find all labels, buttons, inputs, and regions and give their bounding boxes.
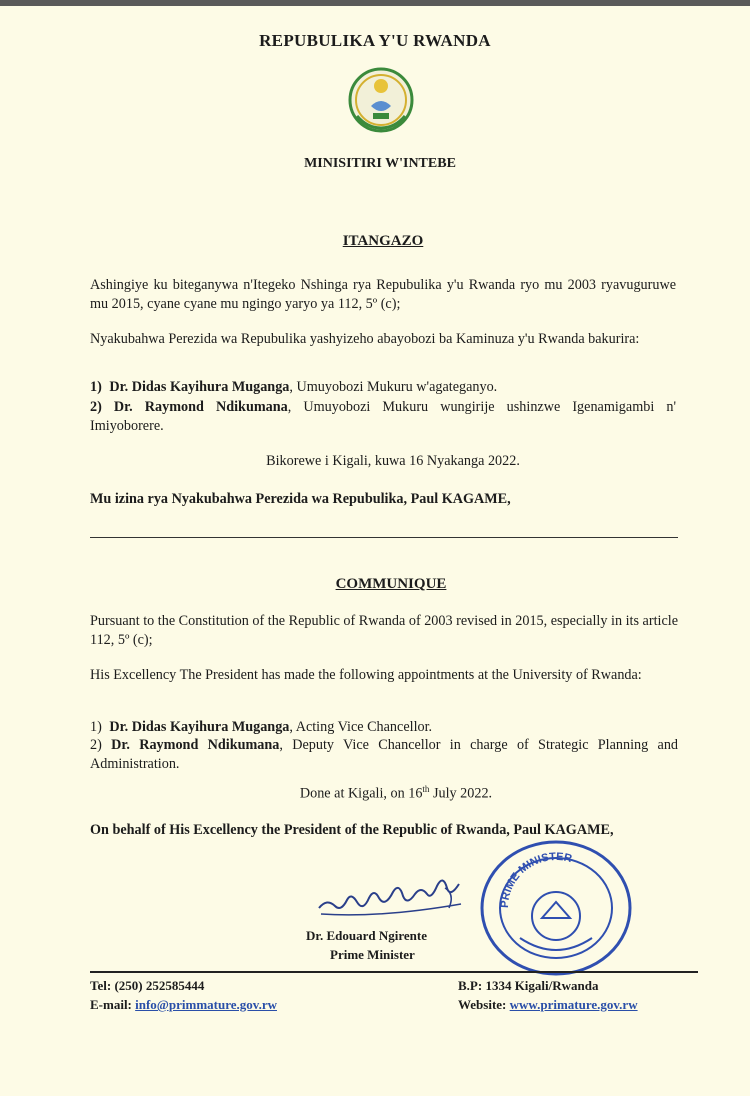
signatory-title: Prime Minister: [330, 947, 415, 962]
communique-appointment-2: [90, 736, 678, 774]
itangazo-done: Bikorewe i Kigali, kuwa 16 Nyakanga 2022.: [266, 453, 520, 469]
appointee-name: Dr. Raymond Ndikumana: [111, 737, 280, 753]
communique-body: His Excellency The President has made the following appointments at the University of Rwanda:: [90, 667, 642, 683]
communique-appointment-1: [90, 718, 678, 737]
rwanda-coat-of-arms-emblem: [343, 66, 419, 134]
website-label: Website:: [458, 997, 510, 1012]
country-heading: REPUBULIKA Y'U RWANDA: [259, 31, 491, 50]
done-prefix: Done at Kigali, on 16: [299, 785, 423, 802]
appointee-role: , Umuyobozi Mukuru wungirije ushinzwe Igenamigambi n' Imiyoborere.: [90, 399, 676, 434]
footer-rule: [90, 971, 698, 973]
appointee-role: , Umuyobozi Mukuru w'agateganyo.: [289, 379, 498, 395]
appointment-number: 2): [90, 399, 102, 415]
itangazo-appointment-2: [90, 398, 676, 436]
appointee-role: , Acting Vice Chancellor.: [289, 719, 433, 735]
footer-website: [458, 997, 638, 1013]
section-divider: [90, 537, 678, 538]
footer-bp: B.P: 1334 Kigali/Rwanda: [458, 978, 599, 993]
ministry-heading: MINISITIRI W'INTEBE: [304, 156, 456, 171]
signature: [315, 878, 475, 928]
itangazo-appointment-1: [90, 378, 676, 397]
email-label: E-mail:: [90, 997, 136, 1012]
done-sup: th: [422, 784, 430, 794]
appointment-text: [90, 737, 678, 772]
communique-on-behalf: On behalf of His Excellency the President of the Republic of Rwanda, Paul KAGAME,: [90, 822, 614, 838]
appointment-number: 1): [90, 379, 102, 395]
email-link[interactable]: info@primmature.gov.rw: [135, 997, 277, 1012]
communique-title: COMMUNIQUE: [335, 576, 447, 592]
done-suffix: July 2022.: [429, 785, 493, 802]
appointee-name: Dr. Didas Kayihura Muganga: [109, 719, 290, 735]
svg-text:PRIME MINISTER: [499, 851, 573, 908]
communique-intro: Pursuant to the Constitution of the Republic of Rwanda of 2003 revised in 2015, especially in its article 112, 5º (c);: [90, 613, 678, 648]
appointee-name: Dr. Didas Kayihura Muganga: [109, 379, 290, 395]
top-edge: [0, 0, 750, 6]
website-link[interactable]: www.primature.gov.rw: [509, 997, 638, 1012]
itangazo-on-behalf: Mu izina rya Nyakubahwa Perezida wa Repubulika, Paul KAGAME,: [90, 491, 511, 507]
appointee-name: Dr. Raymond Ndikumana: [113, 399, 288, 415]
footer-email: [90, 997, 277, 1013]
official-stamp: [478, 838, 634, 978]
stamp-text: PRIME MINISTER: [498, 850, 574, 909]
appointment-number: 1): [90, 719, 102, 735]
itangazo-body: Nyakubahwa Perezida wa Repubulika yashyizeho abayobozi ba Kaminuza y'u Rwanda bakurira:: [90, 331, 640, 347]
itangazo-title: ITANGAZO: [342, 233, 424, 249]
footer-tel: Tel: (250) 252585444: [90, 978, 205, 993]
appointment-text: [90, 399, 676, 434]
appointment-number: 2): [90, 737, 102, 753]
appointee-role: , Deputy Vice Chancellor in charge of Strategic Planning and Administration.: [90, 737, 679, 772]
itangazo-intro: Ashingiye ku biteganywa n'Itegeko Nshinga rya Repubulika y'u Rwanda ryo mu 2003 ryavuguruwe mu 2015, cyane cyane mu ngingo yaryo ya 112, 5º (c);: [90, 277, 676, 312]
signatory-name: Dr. Edouard Ngirente: [306, 928, 427, 943]
communique-done: [0, 784, 750, 803]
